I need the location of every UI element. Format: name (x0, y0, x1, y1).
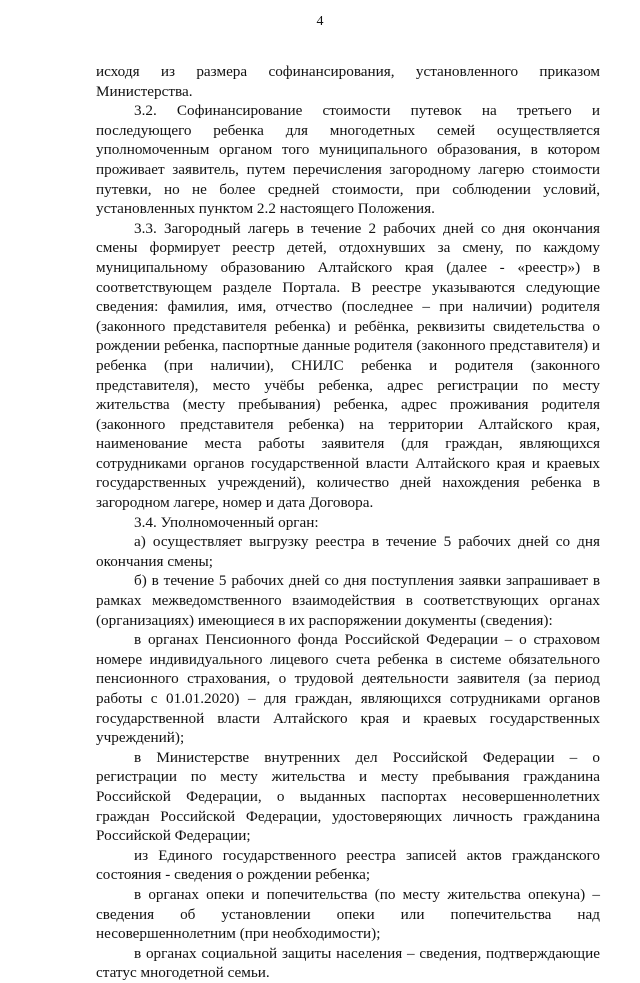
document-body (96, 62, 600, 983)
paragraph: из Единого государственного реестра записей актов гражданского состояния - сведения о рождении ребенка; (96, 846, 600, 884)
paragraph: 3.3. Загородный лагерь в течение 2 рабочих дней со дня окончания смены формирует реестр детей, отдохнувших за смену, по каждому муниципальному образованию Алтайского края (далее - «реестр») в соответствующем разделе Портала. В реестре указываются следующие сведения: фамилия, имя, отчество (последнее – при наличии) родителя (законного представителя ребенка) и ребёнка, реквизиты свидетельства о рождении ребенка, паспортные данные родителя (законного представителя) и ребенка (при наличии), СНИЛС ребенка и родителя (законного представителя), место учёбы ребенка, адрес регистрации по месту жительства (месту пребывания) ребенка, адрес проживания родителя (законного представителя ребенка) на территории Алтайского края, наименование места работы заявителя (для граждан, являющихся сотрудниками органов государственной власти Алтайского края и краевых государственных учреждений), количество дней нахождения ребенка в загородном лагере, номер и дата Договора. (96, 219, 600, 512)
paragraph: 3.4. Уполномоченный орган: (134, 513, 319, 531)
paragraph: б) в течение 5 рабочих дней со дня поступления заявки запрашивает в рамках межведомственного взаимодействия в соответствующих органах (организациях) имеющиеся в их распоряжении документы (сведения): (96, 572, 600, 629)
page-number: 4 (316, 14, 324, 29)
paragraph: в Министерстве внутренних дел Российской Федерации – о регистрации по месту жительства и месту пребывания гражданина Российской Федерации, о выданных паспортах несовершеннолетних граждан Российской Федерации, удостоверяющих личность гражданина Российской Федерации; (96, 748, 600, 845)
paragraph: в органах социальной защиты населения – сведения, подтверждающие статус многодетной семьи. (96, 944, 600, 982)
paragraph: 3.2. Софинансирование стоимости путевок на третьего и последующего ребенка для многодетных семей осуществляется уполномоченным органом того муниципального образования, в котором проживает заявитель, путем перечисления загородному лагерю стоимости путевки, но не более средней стоимости, при соблюдении условий, установленных пунктом 2.2 настоящего Положения. (96, 102, 600, 218)
paragraph: в органах Пенсионного фонда Российской Федерации – о страховом номере индивидуального лицевого счета ребенка в системе обязательного пенсионного страхования, о трудовой деятельности заявителя (за период работы с 01.01.2020) – для граждан, являющихся сотрудниками органов государственной власти Алтайского края и краевых государственных учреждений); (96, 631, 600, 747)
paragraph: а) осуществляет выгрузку реестра в течение 5 рабочих дней со дня окончания смены; (96, 533, 600, 570)
paragraph: исходя из размера софинансирования, установленного приказом Министерства. (96, 63, 600, 100)
paragraph: в органах опеки и попечительства (по месту жительства опекуна) – сведения об установлении опеки или попечительства над несовершеннолетним (при необходимости); (96, 885, 600, 943)
